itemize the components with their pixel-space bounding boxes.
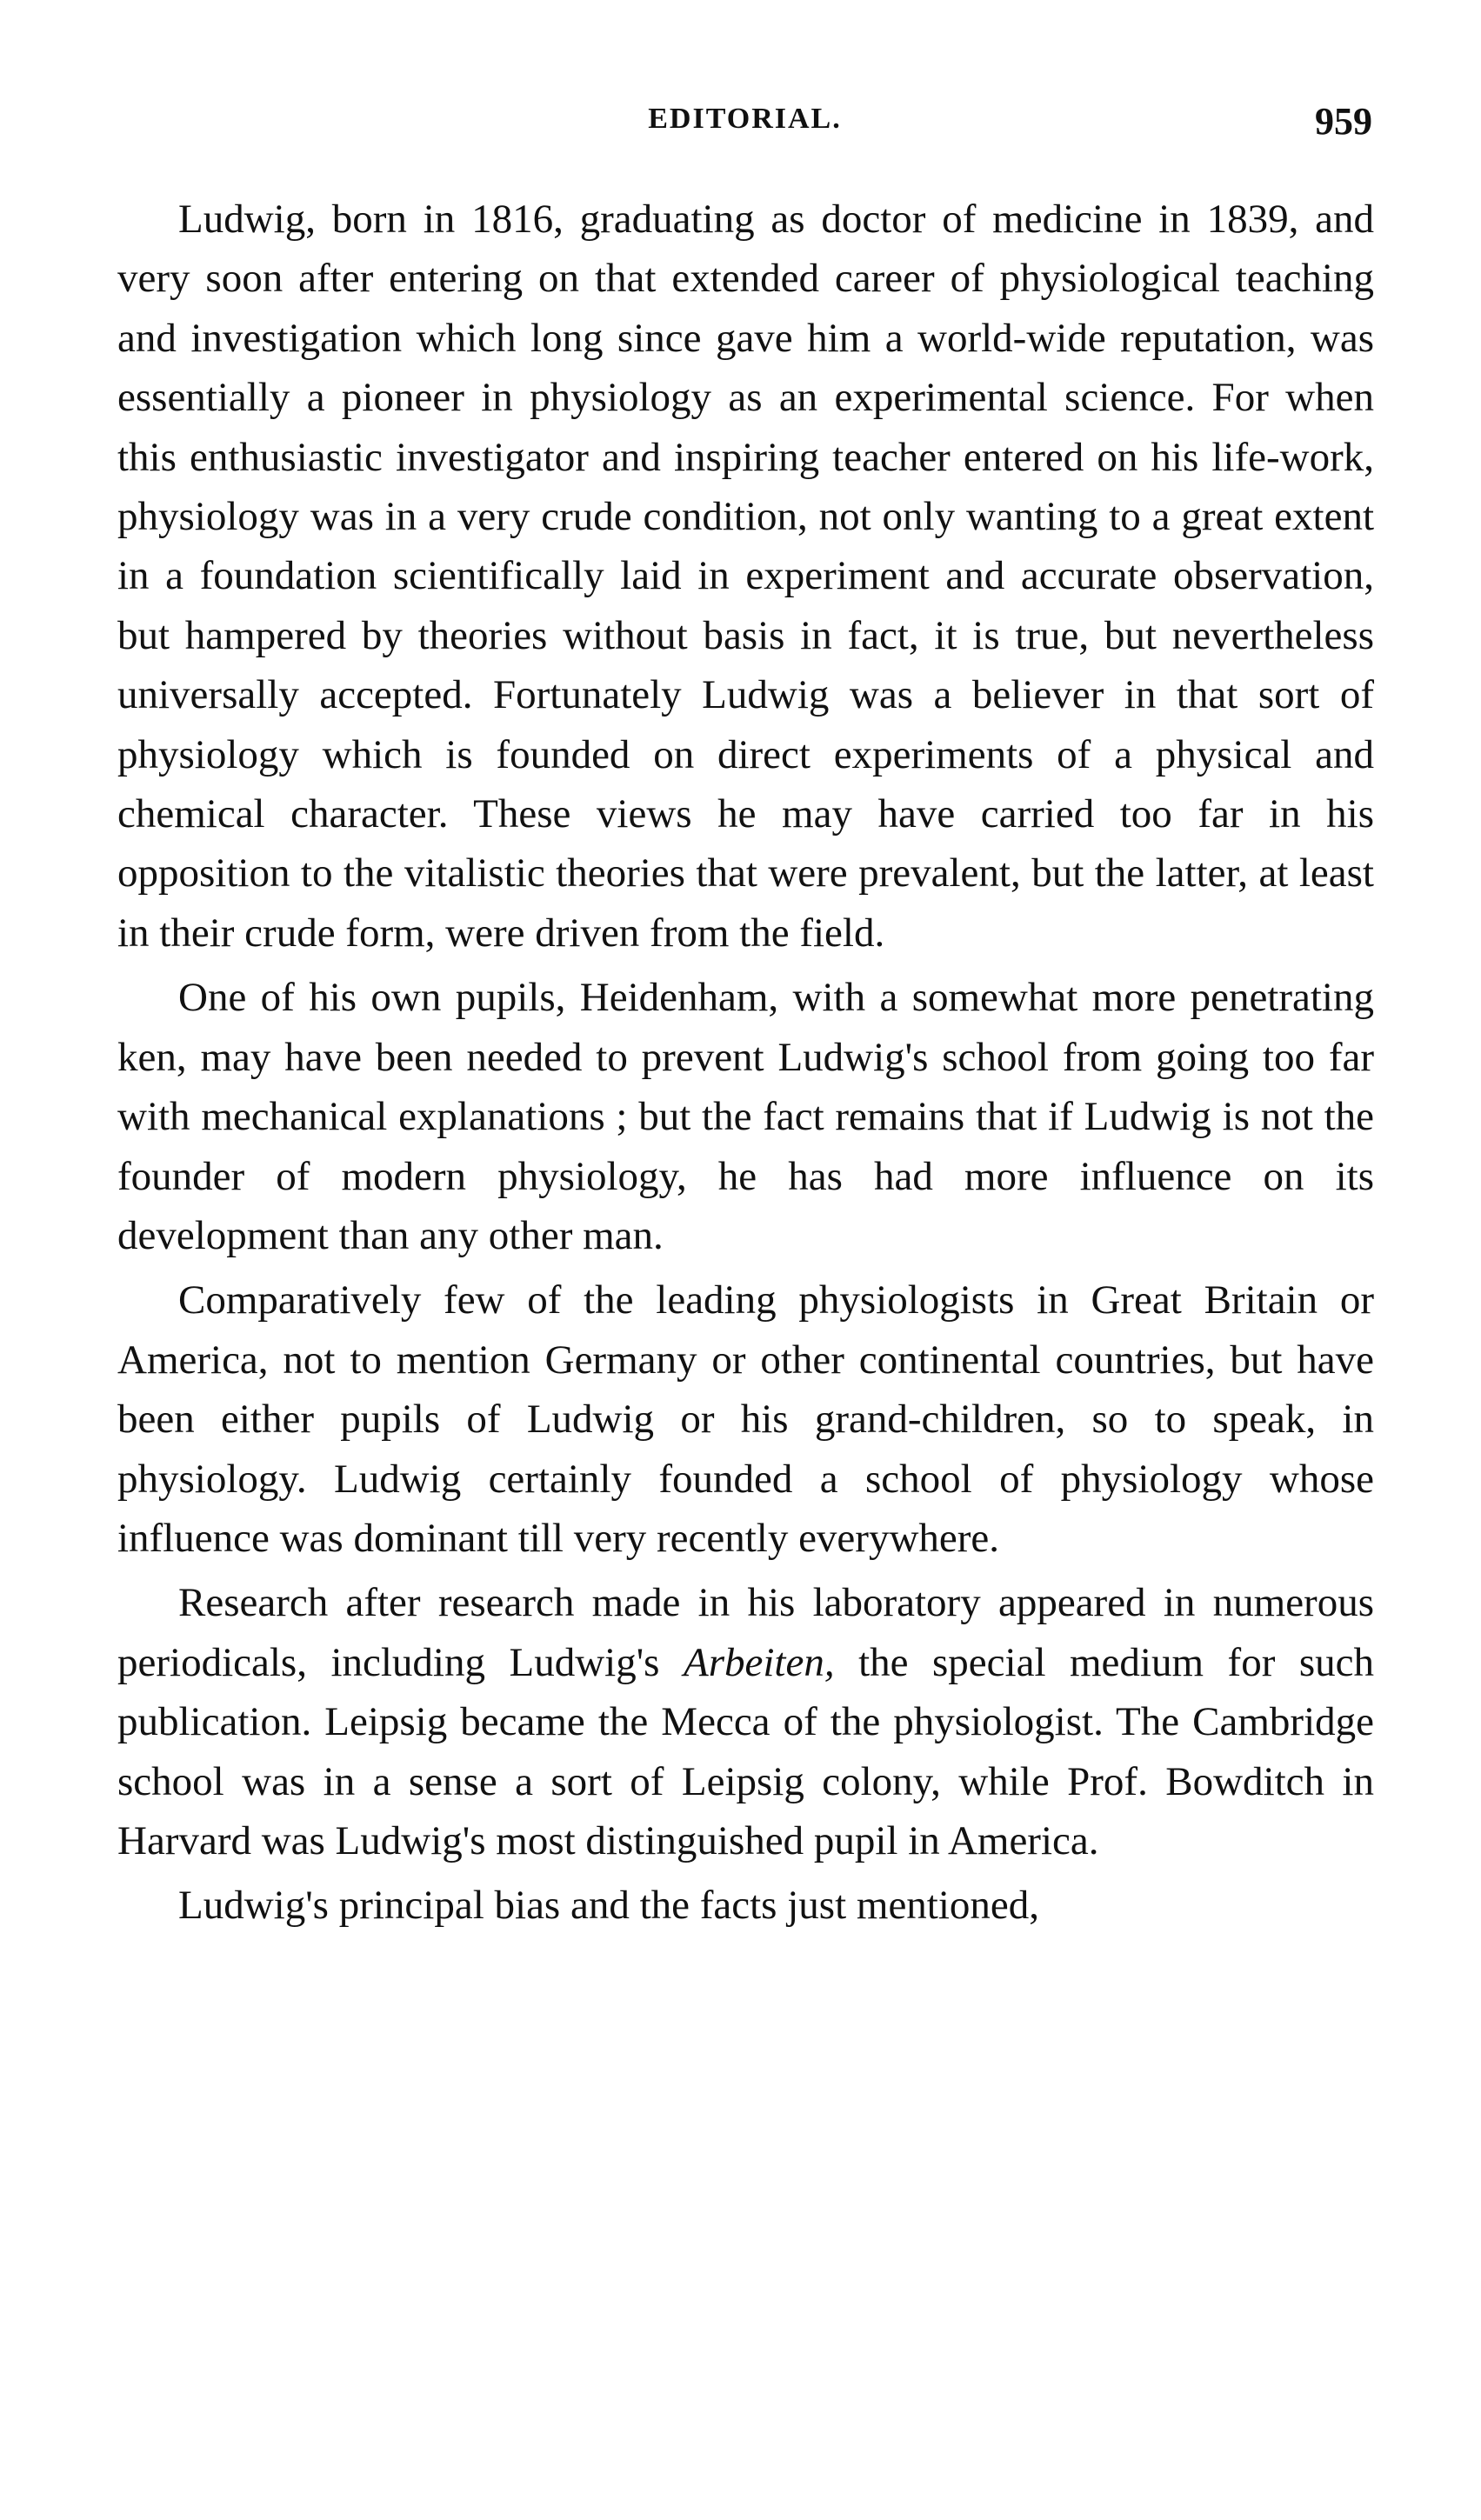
paragraph-3: Comparatively few of the leading physiologists in Great Britain or America, not to mention Germany or other continental countries, but have been either pupils of Ludwig or his grand-children, so to speak, in physiology. Ludwig certainly founded a school of physiology whose influence was dominant till very recently everywhere. <box>117 1277 1374 1561</box>
paragraph-5: Ludwig's principal bias and the facts just mentioned, <box>178 1883 1040 1929</box>
running-title: EDITORIAL. <box>648 103 842 135</box>
arbeiten-italic: Arbeiten, <box>683 1639 835 1685</box>
paragraph-4 <box>117 1573 1374 1870</box>
paragraph-4-after: the special medium for such publication. Leipsig became the Mecca of the physiologist. The Cambridge school was in a sense a sort of Leipsig colony, while Prof. Bowditch in Harvard was Ludwig's most distinguished pupil in America. <box>117 1639 1375 1863</box>
paragraph-4-before: Research after research made in his laboratory appeared in numerous periodicals, including Ludwig's <box>117 1580 1374 1685</box>
paragraph-1: Ludwig, born in 1816, graduating as doctor of medicine in 1839, and very soon after entering on that extended career of physiological teaching and investigation which long since gave him a world-wide reputation, was essentially a pioneer in physiology as an experimental science. For when this enthusiastic investigator and inspiring teacher entered on his life-work, physiology was in a very crude condition, not only wanting to a great extent in a foundation scientifically laid in experiment and accurate observation, but hampered by theories without basis in fact, it is true, but nevertheless universally accepted. Fortunately Ludwig was a believer in that sort of physiology which is founded on direct experiments of a physical and chemical character. These views he may have carried too far in his opposition to the vitalistic theories that were prevalent, but the latter, at least in their crude form, were driven from the field. <box>117 197 1374 956</box>
article-body <box>117 190 1374 1941</box>
paragraph-2: One of his own pupils, Heidenham, with a somewhat more penetrating ken, may have been needed to prevent Ludwig's school from going too far with mechanical explanations ; but the fact remains that if Ludwig is not the founder of modern physiology, he has had more influence on its development than any other man. <box>117 975 1374 1258</box>
page-number: 959 <box>1315 100 1372 143</box>
running-header <box>117 100 1372 163</box>
